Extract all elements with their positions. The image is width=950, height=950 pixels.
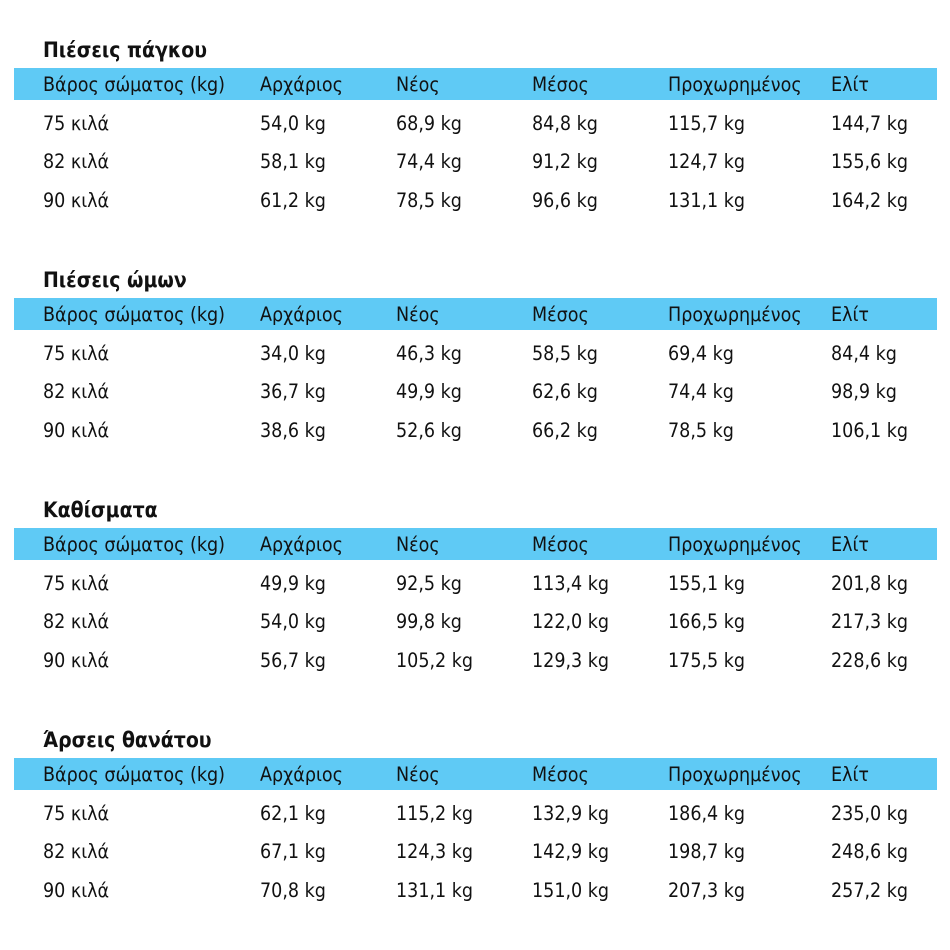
cell-beginner: 56,7 kg xyxy=(260,648,326,672)
table-row xyxy=(14,564,937,603)
cell-advanced: 124,7 kg xyxy=(668,150,746,174)
column-header-novice: Νέος xyxy=(396,302,440,326)
table-row xyxy=(14,794,937,833)
cell-novice: 68,9 kg xyxy=(396,111,462,135)
cell-intermediate: 62,6 kg xyxy=(532,380,598,404)
cell-elite: 164,2 kg xyxy=(831,188,909,212)
table-row xyxy=(14,373,937,412)
cell-body-weight: 75 κιλά xyxy=(43,571,110,595)
table-row xyxy=(14,104,937,143)
cell-body-weight: 82 κιλά xyxy=(43,840,110,864)
strength-table xyxy=(14,528,937,680)
cell-advanced: 166,5 kg xyxy=(668,610,746,634)
section-title: Πιέσεις ώμων xyxy=(43,268,187,292)
cell-beginner: 34,0 kg xyxy=(260,341,326,365)
section-title: Καθίσματα xyxy=(43,498,158,522)
cell-novice: 52,6 kg xyxy=(396,418,462,442)
cell-elite: 235,0 kg xyxy=(831,801,909,825)
cell-advanced: 115,7 kg xyxy=(668,111,746,135)
cell-body-weight: 90 κιλά xyxy=(43,188,110,212)
cell-body-weight: 75 κιλά xyxy=(43,111,110,135)
column-header-advanced: Προχωρημένος xyxy=(668,302,802,326)
table-header-row xyxy=(14,528,937,560)
table-row xyxy=(14,411,937,450)
cell-beginner: 70,8 kg xyxy=(260,878,326,902)
strength-table xyxy=(14,298,937,450)
cell-elite: 98,9 kg xyxy=(831,380,897,404)
table-row xyxy=(14,334,937,373)
column-header-intermediate: Μέσος xyxy=(532,302,589,326)
cell-advanced: 186,4 kg xyxy=(668,801,746,825)
cell-elite: 257,2 kg xyxy=(831,878,909,902)
cell-elite: 228,6 kg xyxy=(831,648,909,672)
column-header-intermediate: Μέσος xyxy=(532,532,589,556)
column-header-beginner: Αρχάριος xyxy=(260,532,343,556)
cell-novice: 105,2 kg xyxy=(396,648,474,672)
cell-novice: 78,5 kg xyxy=(396,188,462,212)
cell-elite: 201,8 kg xyxy=(831,571,909,595)
cell-advanced: 207,3 kg xyxy=(668,878,746,902)
cell-elite: 217,3 kg xyxy=(831,610,909,634)
section-title: Πιέσεις πάγκου xyxy=(43,38,208,62)
column-header-intermediate: Μέσος xyxy=(532,762,589,786)
cell-novice: 46,3 kg xyxy=(396,341,462,365)
cell-intermediate: 91,2 kg xyxy=(532,150,598,174)
table-row xyxy=(14,603,937,642)
cell-intermediate: 96,6 kg xyxy=(532,188,598,212)
cell-advanced: 175,5 kg xyxy=(668,648,746,672)
cell-intermediate: 84,8 kg xyxy=(532,111,598,135)
column-header-elite: Ελίτ xyxy=(831,302,869,326)
section-title: Άρσεις θανάτου xyxy=(43,728,212,752)
column-header-body-weight: Βάρος σώματος (kg) xyxy=(43,72,226,96)
table-header-row xyxy=(14,68,937,100)
column-header-beginner: Αρχάριος xyxy=(260,762,343,786)
cell-novice: 124,3 kg xyxy=(396,840,474,864)
column-header-elite: Ελίτ xyxy=(831,532,869,556)
cell-elite: 106,1 kg xyxy=(831,418,909,442)
column-header-advanced: Προχωρημένος xyxy=(668,762,802,786)
cell-elite: 144,7 kg xyxy=(831,111,909,135)
strength-table xyxy=(14,68,937,220)
cell-elite: 155,6 kg xyxy=(831,150,909,174)
cell-intermediate: 151,0 kg xyxy=(532,878,610,902)
cell-intermediate: 122,0 kg xyxy=(532,610,610,634)
table-row xyxy=(14,833,937,872)
cell-beginner: 54,0 kg xyxy=(260,610,326,634)
strength-table xyxy=(14,758,937,910)
table-header-row xyxy=(14,298,937,330)
cell-body-weight: 90 κιλά xyxy=(43,418,110,442)
cell-body-weight: 90 κιλά xyxy=(43,878,110,902)
table-row xyxy=(14,641,937,680)
table-header-row xyxy=(14,758,937,790)
column-header-body-weight: Βάρος σώματος (kg) xyxy=(43,302,226,326)
cell-beginner: 61,2 kg xyxy=(260,188,326,212)
cell-body-weight: 82 κιλά xyxy=(43,380,110,404)
column-header-body-weight: Βάρος σώματος (kg) xyxy=(43,762,226,786)
cell-elite: 84,4 kg xyxy=(831,341,897,365)
cell-novice: 74,4 kg xyxy=(396,150,462,174)
cell-beginner: 67,1 kg xyxy=(260,840,326,864)
column-header-elite: Ελίτ xyxy=(831,762,869,786)
cell-body-weight: 75 κιλά xyxy=(43,341,110,365)
cell-body-weight: 82 κιλά xyxy=(43,610,110,634)
cell-beginner: 62,1 kg xyxy=(260,801,326,825)
cell-advanced: 74,4 kg xyxy=(668,380,734,404)
cell-body-weight: 90 κιλά xyxy=(43,648,110,672)
cell-novice: 115,2 kg xyxy=(396,801,474,825)
cell-advanced: 198,7 kg xyxy=(668,840,746,864)
column-header-advanced: Προχωρημένος xyxy=(668,72,802,96)
cell-body-weight: 82 κιλά xyxy=(43,150,110,174)
cell-beginner: 36,7 kg xyxy=(260,380,326,404)
column-header-advanced: Προχωρημένος xyxy=(668,532,802,556)
cell-beginner: 49,9 kg xyxy=(260,571,326,595)
cell-advanced: 78,5 kg xyxy=(668,418,734,442)
cell-novice: 99,8 kg xyxy=(396,610,462,634)
column-header-novice: Νέος xyxy=(396,762,440,786)
cell-intermediate: 66,2 kg xyxy=(532,418,598,442)
cell-body-weight: 75 κιλά xyxy=(43,801,110,825)
cell-intermediate: 132,9 kg xyxy=(532,801,610,825)
cell-intermediate: 129,3 kg xyxy=(532,648,610,672)
table-row xyxy=(14,181,937,220)
cell-intermediate: 113,4 kg xyxy=(532,571,610,595)
column-header-beginner: Αρχάριος xyxy=(260,72,343,96)
column-header-novice: Νέος xyxy=(396,532,440,556)
cell-intermediate: 142,9 kg xyxy=(532,840,610,864)
cell-advanced: 69,4 kg xyxy=(668,341,734,365)
cell-beginner: 38,6 kg xyxy=(260,418,326,442)
cell-elite: 248,6 kg xyxy=(831,840,909,864)
column-header-intermediate: Μέσος xyxy=(532,72,589,96)
cell-intermediate: 58,5 kg xyxy=(532,341,598,365)
cell-beginner: 58,1 kg xyxy=(260,150,326,174)
cell-novice: 131,1 kg xyxy=(396,878,474,902)
cell-advanced: 131,1 kg xyxy=(668,188,746,212)
cell-beginner: 54,0 kg xyxy=(260,111,326,135)
cell-novice: 49,9 kg xyxy=(396,380,462,404)
table-row xyxy=(14,143,937,182)
column-header-body-weight: Βάρος σώματος (kg) xyxy=(43,532,226,556)
cell-advanced: 155,1 kg xyxy=(668,571,746,595)
column-header-beginner: Αρχάριος xyxy=(260,302,343,326)
table-row xyxy=(14,871,937,910)
column-header-elite: Ελίτ xyxy=(831,72,869,96)
column-header-novice: Νέος xyxy=(396,72,440,96)
cell-novice: 92,5 kg xyxy=(396,571,462,595)
